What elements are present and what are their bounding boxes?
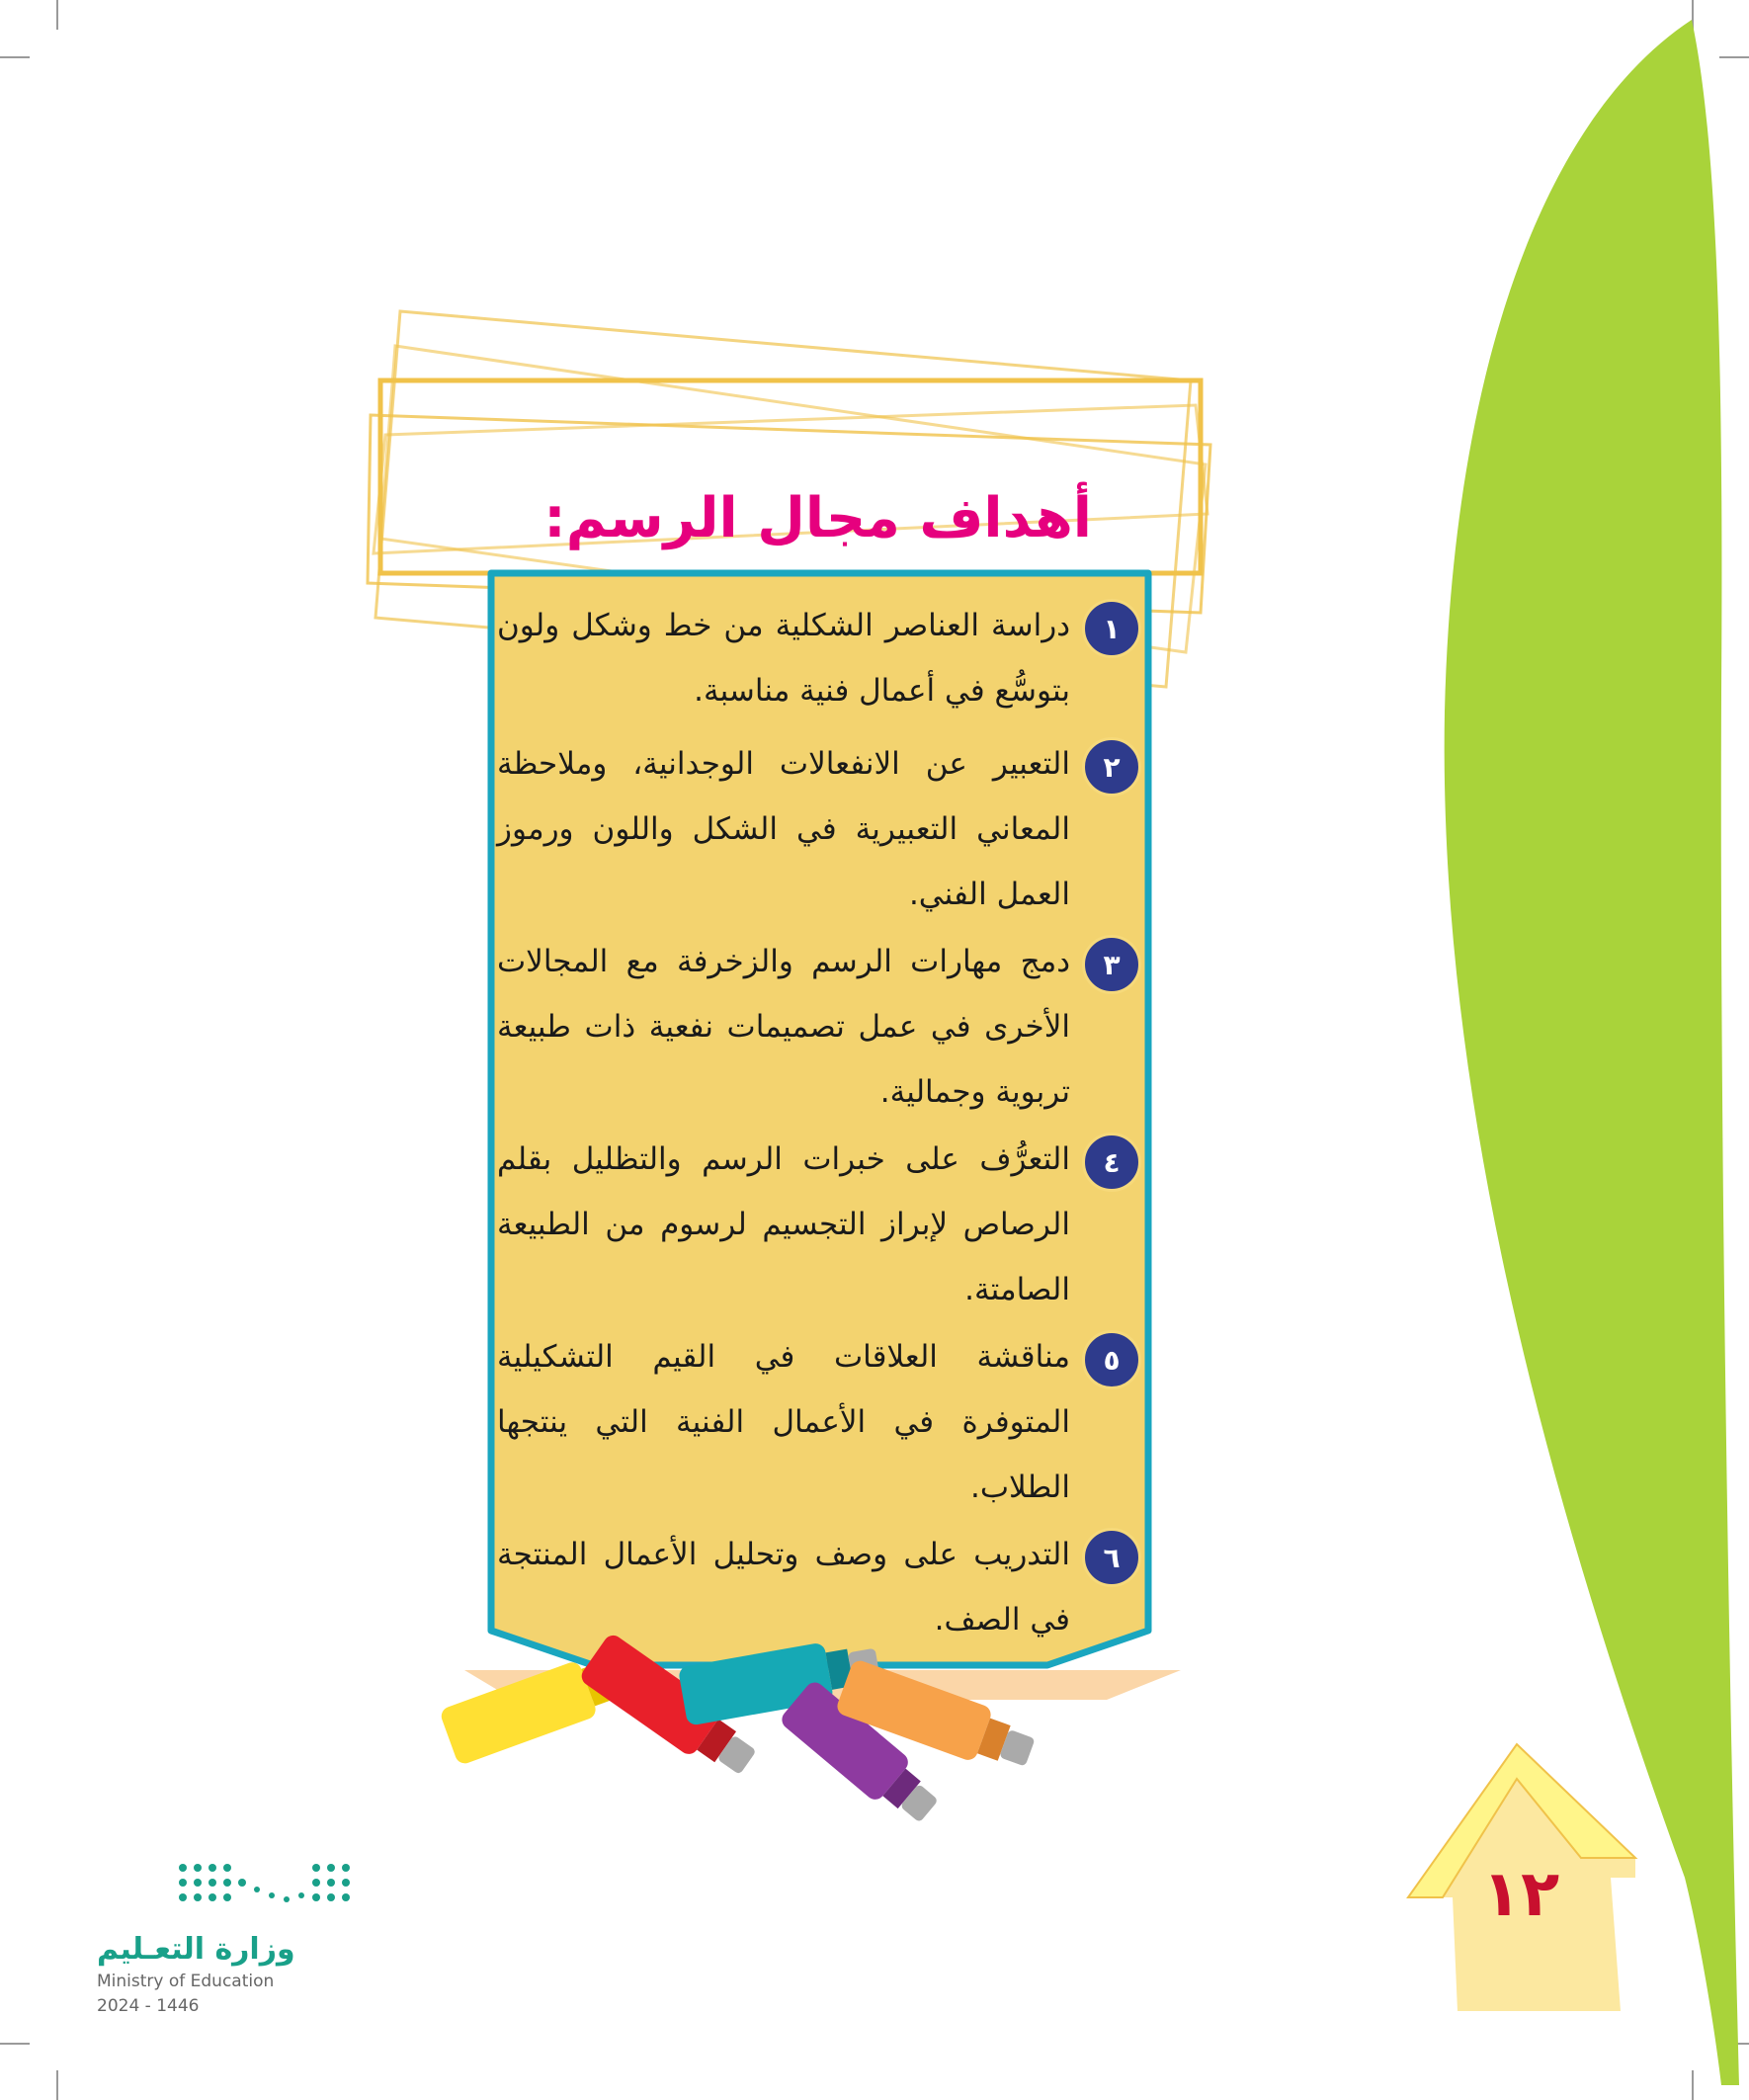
item-number-badge: ٢ bbox=[1082, 737, 1141, 797]
green-leaf-shape bbox=[1445, 20, 1739, 2085]
item-text: التعرُّف على خبرات الرسم والتظليل بقلم الرصاص لإبراز التجسيم لرسوم من الطبيعة الصامتة. bbox=[497, 1141, 1070, 1307]
ministry-logo-icon bbox=[179, 1864, 350, 1902]
item-text: دمج مهارات الرسم والزخرفة مع المجالات الأخرى في عمل تصميمات نفعية ذات طبيعة تربوية وجمالية. bbox=[497, 944, 1070, 1110]
page-title: أهداف مجال الرسم: bbox=[543, 486, 1092, 550]
item-text: دراسة العناصر الشكلية من خط وشكل ولون بتوسُّع في أعمال فنية مناسبة. bbox=[497, 608, 1070, 709]
item-number-badge: ٥ bbox=[1082, 1330, 1141, 1389]
ministry-year: 2024 - 1446 bbox=[97, 1996, 200, 2016]
item-text: التعبير عن الانفعالات الوجدانية، وملاحظة المعاني التعبيرية في الشكل واللون ورموز العمل الفني. bbox=[497, 746, 1070, 912]
item-number-badge: ٤ bbox=[1082, 1133, 1141, 1192]
item-text: التدريب على وصف وتحليل الأعمال المنتجة في الصف. bbox=[497, 1537, 1070, 1638]
item-number-badge: ٦ bbox=[1082, 1528, 1141, 1587]
item-number-badge: ٣ bbox=[1082, 935, 1141, 994]
paint-tubes-illustration bbox=[439, 1632, 1181, 1832]
page-number: ١٢ bbox=[1482, 1858, 1560, 1931]
item-text: مناقشة العلاقات في القيم التشكيلية المتوفرة في الأعمال الفنية التي ينتجها الطلاب. bbox=[497, 1339, 1070, 1505]
ministry-name-english: Ministry of Education bbox=[97, 1972, 275, 1991]
ministry-name-arabic: وزارة التعـليم bbox=[97, 1932, 295, 1967]
item-number-badge: ١ bbox=[1082, 599, 1141, 658]
